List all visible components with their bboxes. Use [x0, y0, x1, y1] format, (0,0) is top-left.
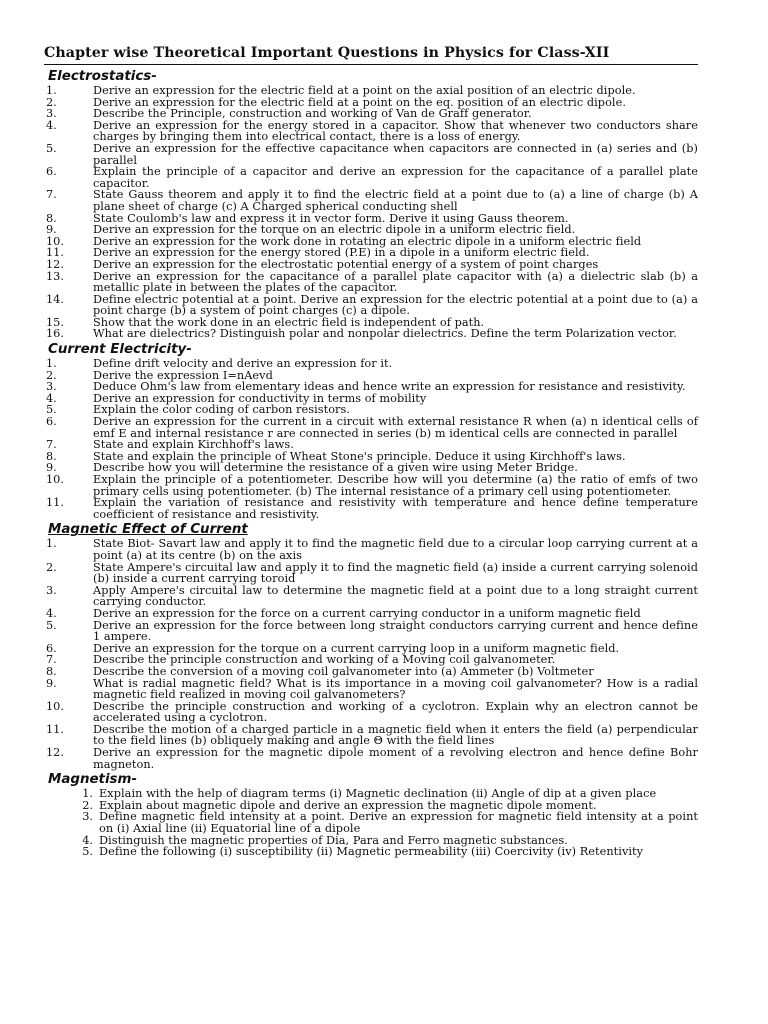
question-text: Derive an expression for the work done in rotating an electric dipole in a uniform electric field [93, 234, 642, 248]
question-text: State and explain Kirchhoff's laws. [93, 438, 294, 452]
question-number: 4. [82, 833, 93, 847]
question-text: Explain with the help of diagram terms (i) Magnetic declination (ii) Angle of dip at a given place [99, 787, 657, 801]
question-item [46, 678, 698, 701]
question-number: 13. [46, 269, 64, 283]
question-text: Describe the Principle, construction and working of Van de Graff generator. [93, 107, 532, 121]
question-number: 2. [46, 560, 57, 574]
question-number: 1. [46, 357, 57, 371]
question-number: 1. [46, 84, 57, 97]
question-text: Derive an expression for the energy stored in a capacitor. Show that whenever two conductors share charges by bringing them into electrical contact, there is a loss of energy. [93, 118, 698, 144]
question-text: Derive an expression for the torque on an electric dipole in a uniform electric field. [93, 223, 576, 237]
question-number: 11. [46, 722, 64, 736]
question-number: 11. [46, 496, 64, 510]
question-number: 4. [46, 606, 57, 620]
question-item [46, 724, 698, 747]
question-text: Apply Ampere's circuital law to determine the magnetic field at a point due to a long straight current carrying conductor. [93, 583, 698, 609]
question-number: 7. [46, 653, 57, 667]
section [46, 522, 698, 770]
question-item [46, 846, 698, 858]
question-item [46, 358, 698, 370]
question-item [46, 538, 698, 561]
document [46, 44, 698, 858]
section [46, 69, 698, 340]
question-item [46, 120, 698, 143]
question-text: Distinguish the magnetic properties of Dia, Para and Ferro magnetic substances. [99, 833, 568, 847]
question-item [46, 497, 698, 520]
question-number: 4. [46, 391, 57, 405]
question-item [46, 811, 698, 834]
question-item [46, 666, 698, 678]
question-text: Define electric potential at a point. Derive an expression for the electric potential at a point due to (a) a point charge (b) a system of point charges (c) a dipole. [93, 292, 698, 318]
question-text: Derive an expression for the electric field at a point on the axial position of an electric dipole. [93, 84, 636, 97]
question-number: 9. [46, 461, 57, 475]
section [46, 342, 698, 520]
question-number: 14. [46, 292, 64, 306]
question-text: Derive the expression I=nAevd [93, 368, 273, 382]
question-text: Derive an expression for the effective capacitance when capacitors are connected in (a) series and (b) parallel [93, 141, 698, 167]
question-text: Explain the principle of a potentiometer. Describe how will you determine (a) the ratio of emfs of two primary cells using potentiometer. (b) The internal resistance of a primary cell using potentiometer. [93, 473, 698, 498]
question-list [46, 788, 698, 858]
question-number: 12. [46, 746, 64, 760]
question-item [46, 474, 698, 497]
question-list [46, 358, 698, 520]
question-item [46, 620, 698, 643]
question-text: Define drift velocity and derive an expression for it. [93, 357, 393, 371]
question-text: State Biot- Savart law and apply it to find the magnetic field due to a circular loop carrying current at a point (a) at its centre (b) on the axis [93, 537, 698, 562]
question-list [46, 538, 698, 770]
document-title: Chapter wise Theoretical Important Questions in Physics for Class-XII [44, 44, 698, 65]
question-text: Describe the principle construction and working of a cyclotron. Explain why an electron cannot be accelerated using a cyclotron. [93, 699, 698, 725]
question-item [46, 259, 698, 271]
question-text: Describe how you will determine the resistance of a given wire using Meter Bridge. [93, 461, 578, 475]
section-heading: Magnetic Effect of Current [48, 522, 248, 538]
question-number: 6. [46, 165, 57, 179]
question-text: What are dielectrics? Distinguish polar and nonpolar dielectrics. Define the term Polarization vector. [93, 327, 677, 341]
question-text: State and explain the principle of Wheat Stone's principle. Deduce it using Kirchhoff's laws. [93, 449, 626, 463]
question-number: 8. [46, 211, 57, 225]
question-text: Describe the motion of a charged particle in a magnetic field when it enters the field (a) perpendicular to the field lines (b) obliquely making and angle Θ with the field lines [93, 722, 698, 748]
question-number: 5. [46, 618, 57, 632]
question-number: 15. [46, 315, 64, 329]
question-number: 10. [46, 699, 64, 713]
question-item [46, 224, 698, 236]
question-number: 4. [46, 118, 57, 132]
question-text: Explain about magnetic dipole and derive an expression the magnetic dipole moment. [99, 798, 597, 812]
question-text: Describe the conversion of a moving coil galvanometer into (a) Ammeter (b) Voltmeter [93, 664, 594, 678]
question-number: 9. [46, 676, 57, 690]
section [46, 772, 698, 858]
question-text: What is radial magnetic field? What is its importance in a moving coil galvanometer? How is a radial magnetic field realized in moving coil galvanometers? [93, 676, 698, 702]
question-number: 3. [46, 107, 57, 121]
question-number: 12. [46, 257, 64, 271]
question-text: State Gauss theorem and apply it to find the electric field at a point due to (a) a line of charge (b) A plane sheet of charge (c) A Charged spherical conducting shell [93, 188, 698, 213]
question-text: Derive an expression for the force on a current carrying conductor in a uniform magnetic field [93, 606, 641, 620]
question-number: 6. [46, 415, 57, 429]
question-number: 7. [46, 438, 57, 452]
question-item [46, 701, 698, 724]
question-number: 1. [82, 787, 93, 801]
question-item [46, 585, 698, 608]
question-item [46, 328, 698, 340]
question-number: 5. [46, 141, 57, 155]
question-number: 5. [82, 845, 93, 859]
question-number: 1. [46, 537, 57, 551]
question-text: Derive an expression for the torque on a current carrying loop in a uniform magnetic field. [93, 641, 620, 655]
question-number: 9. [46, 223, 57, 237]
question-text: Explain the color coding of carbon resistors. [93, 403, 350, 417]
question-number: 2. [46, 95, 57, 109]
question-number: 3. [46, 583, 57, 597]
question-text: Derive an expression for the current in a circuit with external resistance R when (a) n identical cells of emf E and internal resistance r are connected in series (b) m identical cells are connected in parallel [93, 415, 698, 440]
question-text: Explain the principle of a capacitor and derive an expression for the capacitance of a parallel plate capacitor. [93, 165, 698, 190]
question-number: 10. [46, 473, 64, 486]
question-number: 5. [46, 403, 57, 417]
question-text: State Ampere's circuital law and apply it to find the magnetic field (a) inside a current carrying solenoid (b) inside a current carrying toroid [93, 560, 698, 586]
question-text: Describe the principle construction and working of a Moving coil galvanometer. [93, 653, 556, 667]
question-text: Define magnetic field intensity at a point. Derive an expression for magnetic field intensity at a point on (i) Axial line (ii) Equatorial line of a dipole [99, 810, 698, 836]
question-number: 3. [46, 380, 57, 394]
section-heading: Magnetism- [48, 772, 138, 788]
question-number: 2. [82, 798, 93, 812]
section-heading: Current Electricity- [48, 342, 192, 358]
question-text: Derive an expression for the magnetic dipole moment of a revolving electron and hence define Bohr magneton. [93, 746, 698, 771]
question-number: 8. [46, 664, 57, 678]
question-text: Derive an expression for conductivity in terms of mobility [93, 391, 427, 405]
question-number: 2. [46, 368, 57, 382]
question-number: 16. [46, 327, 64, 341]
question-item [46, 189, 698, 212]
question-number: 7. [46, 188, 57, 202]
question-item [46, 271, 698, 294]
question-text: Derive an expression for the energy stored (P.E) in a dipole in a uniform electric field. [93, 246, 590, 260]
section-heading: Electrostatics- [48, 69, 157, 84]
question-number: 3. [82, 810, 93, 824]
question-item [46, 85, 698, 97]
question-text: Derive an expression for the electrostatic potential energy of a system of point charges [93, 257, 599, 271]
question-item [46, 166, 698, 189]
sections [46, 69, 698, 858]
question-item [46, 294, 698, 317]
question-number: 8. [46, 449, 57, 463]
question-text: Explain the variation of resistance and resistivity with temperature and hence define temperature coefficient of resistance and resistivity. [93, 496, 698, 521]
question-item [46, 562, 698, 585]
question-item [46, 747, 698, 770]
question-list [46, 85, 698, 340]
question-text: Deduce Ohm's law from elementary ideas and hence write an expression for resistance and resistivity. [93, 380, 686, 394]
question-text: State Coulomb's law and express it in vector form. Derive it using Gauss theorem. [93, 211, 569, 225]
question-text: Define the following (i) susceptibility (ii) Magnetic permeability (iii) Coercivity (iv) Retentivity [99, 845, 644, 859]
question-number: 6. [46, 641, 57, 655]
question-number: 10. [46, 234, 64, 248]
question-text: Derive an expression for the force between long straight conductors carrying current and hence define 1 ampere. [93, 618, 698, 644]
question-text: Derive an expression for the capacitance of a parallel plate capacitor with (a) a dielectric slab (b) a metallic plate in between the plates of the capacitor. [93, 269, 698, 295]
question-item [46, 416, 698, 439]
question-text: Show that the work done in an electric field is independent of path. [93, 315, 485, 329]
question-number: 11. [46, 246, 64, 260]
question-item [46, 608, 698, 620]
question-item [46, 143, 698, 166]
question-text: Derive an expression for the electric field at a point on the eq. position of an electric dipole. [93, 95, 626, 109]
